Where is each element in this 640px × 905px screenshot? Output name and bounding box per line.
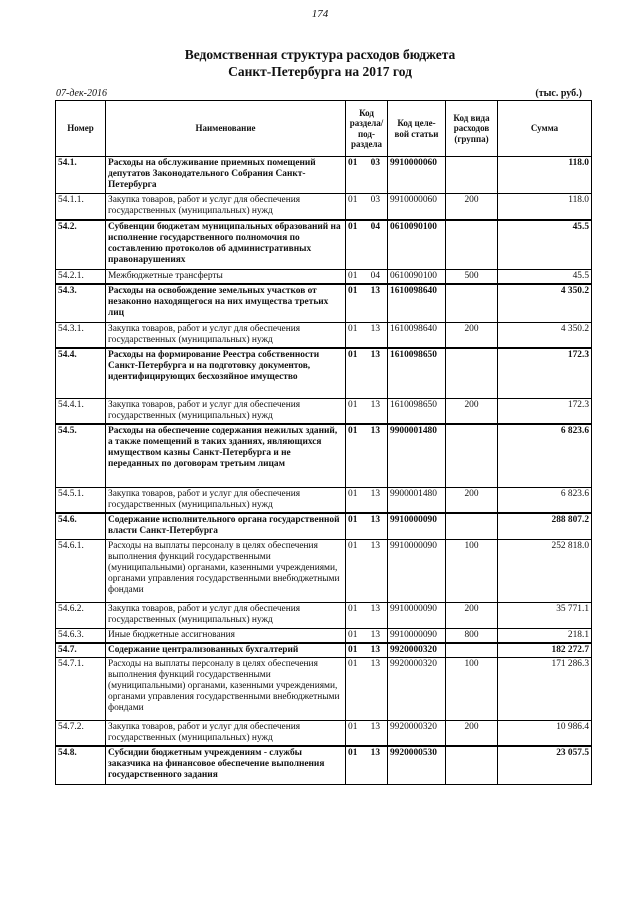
row-expense-group: 100 (446, 657, 498, 720)
row-sum: 172.3 (498, 398, 592, 424)
row-section-code (346, 643, 388, 658)
row-section-code (346, 720, 388, 746)
row-section-code (346, 539, 388, 602)
header-section: Код раздела/ под- раздела (346, 101, 388, 157)
row-target-code: 9920000320 (388, 643, 446, 658)
table-row (56, 602, 592, 628)
row-name: Иные бюджетные ассигнования (106, 628, 346, 643)
title-line-1: Ведомственная структура расходов бюджета (184, 47, 456, 62)
row-section-code (346, 602, 388, 628)
row-sum: 23 057.5 (498, 746, 592, 784)
units-label: (тыс. руб.) (535, 88, 582, 99)
row-number: 54.3.1. (56, 322, 106, 348)
row-target-code: 1610098640 (388, 322, 446, 348)
row-sum: 182 272.7 (498, 643, 592, 658)
subsection-code: 13 (370, 399, 380, 410)
row-target-code: 0610090100 (388, 270, 446, 285)
section-code: 01 (348, 515, 358, 525)
row-sum: 45.5 (498, 270, 592, 285)
row-name: Расходы на освобождение земельных участков от незаконно находящегося на них имущества третьих лиц (106, 284, 346, 322)
row-section-code (346, 348, 388, 398)
row-target-code: 9910000090 (388, 539, 446, 602)
row-section-code (346, 746, 388, 784)
table-row (56, 398, 592, 424)
row-expense-group: 200 (446, 487, 498, 513)
row-sum: 172.3 (498, 348, 592, 398)
row-name: Закупка товаров, работ и услуг для обеспечения государственных (муниципальных) нужд (106, 398, 346, 424)
row-sum: 252 818.0 (498, 539, 592, 602)
row-target-code: 9920000320 (388, 657, 446, 720)
budget-table (55, 100, 592, 785)
row-number: 54.2. (56, 220, 106, 270)
subsection-code: 13 (370, 629, 380, 640)
row-sum: 288 807.2 (498, 513, 592, 539)
row-sum: 45.5 (498, 220, 592, 270)
section-code: 01 (348, 426, 358, 436)
title-line-2: Санкт-Петербурга на 2017 год (228, 64, 412, 79)
row-section-code (346, 284, 388, 322)
row-sum: 6 823.6 (498, 487, 592, 513)
table-row (56, 628, 592, 643)
subsection-code: 13 (370, 350, 380, 360)
row-number: 54.2.1. (56, 270, 106, 285)
row-number: 54.3. (56, 284, 106, 322)
table-row (56, 746, 592, 784)
row-section-code (346, 487, 388, 513)
row-section-code (346, 220, 388, 270)
section-code: 01 (348, 271, 358, 281)
row-name: Субвенции бюджетам муниципальных образований на исполнение государственного полномочия по составлению протоколов об административных правонарушениях (106, 220, 346, 270)
row-name: Расходы на формирование Реестра собственности Санкт-Петербурга и на подготовку документов, идентифицирующих бесхозяйное имущество (106, 348, 346, 398)
subsection-code: 13 (370, 603, 380, 614)
row-number: 54.6.3. (56, 628, 106, 643)
row-expense-group (446, 424, 498, 487)
subsection-code: 13 (370, 515, 380, 525)
row-expense-group (446, 220, 498, 270)
row-target-code: 1610098640 (388, 284, 446, 322)
row-number: 54.7. (56, 643, 106, 658)
table-row (56, 157, 592, 194)
table-row (56, 513, 592, 539)
row-name: Закупка товаров, работ и услуг для обеспечения государственных (муниципальных) нужд (106, 487, 346, 513)
page-title (0, 46, 640, 80)
row-section-code (346, 424, 388, 487)
row-target-code: 9910000090 (388, 628, 446, 643)
row-section-code (346, 657, 388, 720)
subsection-code: 03 (370, 158, 380, 168)
section-code: 01 (348, 488, 358, 499)
subsection-code: 13 (370, 644, 380, 655)
subsection-code: 03 (370, 195, 380, 205)
subsection-code: 04 (370, 271, 380, 281)
row-section-code (346, 194, 388, 220)
section-code: 01 (348, 658, 358, 669)
table-row (56, 487, 592, 513)
row-expense-group (446, 157, 498, 194)
row-sum: 118.0 (498, 194, 592, 220)
row-target-code: 9910000090 (388, 513, 446, 539)
row-expense-group (446, 643, 498, 658)
row-sum: 118.0 (498, 157, 592, 194)
section-code: 01 (348, 603, 358, 614)
section-code: 01 (348, 748, 358, 758)
row-expense-group (446, 348, 498, 398)
document-date: 07-дек-2016 (56, 88, 107, 99)
row-target-code: 9910000060 (388, 157, 446, 194)
header-target: Код целе- вой статьи (388, 101, 446, 157)
row-expense-group: 200 (446, 398, 498, 424)
row-number: 54.4. (56, 348, 106, 398)
row-name: Расходы на обслуживание приемных помещений депутатов Законодательного Собрания Санкт-Петербурга (106, 157, 346, 194)
header-number: Номер (56, 101, 106, 157)
row-name: Закупка товаров, работ и услуг для обеспечения государственных (муниципальных) нужд (106, 194, 346, 220)
section-code: 01 (348, 350, 358, 360)
row-number: 54.1. (56, 157, 106, 194)
section-code: 01 (348, 629, 358, 640)
table-row (56, 322, 592, 348)
row-target-code: 0610090100 (388, 220, 446, 270)
row-number: 54.5. (56, 424, 106, 487)
row-section-code (346, 628, 388, 643)
row-section-code (346, 157, 388, 194)
row-number: 54.7.1. (56, 657, 106, 720)
section-code: 01 (348, 721, 358, 732)
table-row (56, 424, 592, 487)
section-code: 01 (348, 195, 358, 205)
page-number: 174 (311, 8, 329, 20)
section-code: 01 (348, 286, 358, 296)
row-sum: 218.1 (498, 628, 592, 643)
row-number: 54.8. (56, 746, 106, 784)
row-target-code: 9900001480 (388, 424, 446, 487)
row-sum: 6 823.6 (498, 424, 592, 487)
row-section-code (346, 322, 388, 348)
row-name: Содержание централизованных бухгалтерий (106, 643, 346, 658)
table-row (56, 270, 592, 285)
row-number: 54.1.1. (56, 194, 106, 220)
row-name: Закупка товаров, работ и услуг для обеспечения государственных (муниципальных) нужд (106, 720, 346, 746)
row-expense-group (446, 284, 498, 322)
row-section-code (346, 398, 388, 424)
row-name: Расходы на обеспечение содержания нежилых зданий, а также помещений в таких зданиях, являющихся имуществом казны Санкт-Петербурга и не переданных по договорам третьим лицам (106, 424, 346, 487)
row-expense-group (446, 513, 498, 539)
subsection-code: 13 (370, 658, 380, 669)
subsection-code: 13 (370, 488, 380, 499)
subsection-code: 13 (370, 323, 380, 334)
table-row (56, 220, 592, 270)
row-name: Межбюджетные трансферты (106, 270, 346, 285)
table-row (56, 720, 592, 746)
row-target-code: 9910000090 (388, 602, 446, 628)
row-target-code: 9920000320 (388, 720, 446, 746)
subsection-code: 13 (370, 426, 380, 436)
row-sum: 4 350.2 (498, 284, 592, 322)
row-number: 54.6. (56, 513, 106, 539)
section-code: 01 (348, 540, 358, 551)
row-section-code (346, 270, 388, 285)
row-target-code: 9900001480 (388, 487, 446, 513)
row-section-code (346, 513, 388, 539)
row-name: Закупка товаров, работ и услуг для обеспечения государственных (муниципальных) нужд (106, 602, 346, 628)
row-sum: 4 350.2 (498, 322, 592, 348)
row-target-code: 1610098650 (388, 348, 446, 398)
table-row (56, 284, 592, 322)
table-row (56, 539, 592, 602)
header-group: Код вида расходов (группа) (446, 101, 498, 157)
row-number: 54.6.2. (56, 602, 106, 628)
row-name: Расходы на выплаты персоналу в целях обеспечения выполнения функций государственными (муниципальными) органами, казенными учреждениями, органами управления государственными внебюджетными фондами (106, 657, 346, 720)
table-row (56, 657, 592, 720)
row-expense-group: 100 (446, 539, 498, 602)
row-sum: 10 986.4 (498, 720, 592, 746)
subsection-code: 04 (370, 221, 380, 232)
header-name: Наименование (106, 101, 346, 157)
row-sum: 171 286.3 (498, 657, 592, 720)
row-sum: 35 771.1 (498, 602, 592, 628)
section-code: 01 (348, 644, 358, 655)
header-sum: Сумма (498, 101, 592, 157)
row-name: Содержание исполнительного органа государственной власти Санкт-Петербурга (106, 513, 346, 539)
table-header-row (56, 101, 592, 157)
row-expense-group: 200 (446, 322, 498, 348)
table-row (56, 643, 592, 658)
row-target-code: 9910000060 (388, 194, 446, 220)
section-code: 01 (348, 158, 358, 168)
row-name: Расходы на выплаты персоналу в целях обеспечения выполнения функций государственными (муниципальными) органами, казенными учреждениями, органами управления государственными внебюджетными фондами (106, 539, 346, 602)
row-expense-group: 200 (446, 602, 498, 628)
row-name: Субсидии бюджетным учреждениям - службы заказчика на финансовое обеспечение выполнения государственного задания (106, 746, 346, 784)
table-row (56, 348, 592, 398)
row-expense-group: 500 (446, 270, 498, 285)
row-name: Закупка товаров, работ и услуг для обеспечения государственных (муниципальных) нужд (106, 322, 346, 348)
section-code: 01 (348, 399, 358, 410)
subsection-code: 13 (370, 540, 380, 551)
row-number: 54.5.1. (56, 487, 106, 513)
row-number: 54.6.1. (56, 539, 106, 602)
row-expense-group: 200 (446, 194, 498, 220)
table-row (56, 194, 592, 220)
subsection-code: 13 (370, 286, 380, 296)
row-expense-group: 200 (446, 720, 498, 746)
subsection-code: 13 (370, 721, 380, 732)
row-number: 54.7.2. (56, 720, 106, 746)
row-number: 54.4.1. (56, 398, 106, 424)
row-expense-group (446, 746, 498, 784)
subsection-code: 13 (370, 748, 380, 758)
row-expense-group: 800 (446, 628, 498, 643)
section-code: 01 (348, 221, 358, 232)
row-target-code: 9920000530 (388, 746, 446, 784)
row-target-code: 1610098650 (388, 398, 446, 424)
section-code: 01 (348, 323, 358, 334)
